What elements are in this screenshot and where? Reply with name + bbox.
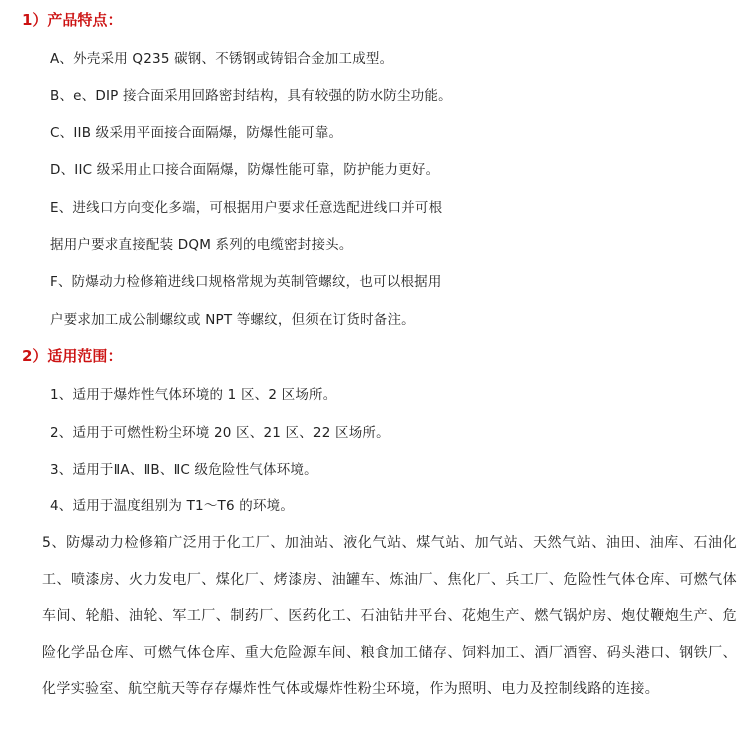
feature-line-f-cont: 户要求加工成公制螺纹或 NPT 等螺纹，但须在订货时备注。 [50,312,415,328]
feature-line-d: D、IIC 级采用止口接合面隔爆，防爆性能可靠，防护能力更好。 [50,162,440,178]
feature-line-b: B、e、DIP 接合面采用回路密封结构，具有较强的防水防尘功能。 [50,88,452,104]
feature-line-f: F、防爆动力检修箱进线口规格常规为英制管螺纹，也可以根据用 [50,274,442,290]
scope-paragraph-5: 5、防爆动力检修箱广泛用于化工厂、加油站、液化气站、煤气站、加气站、天然气站、油田、油库、石油化工、喷漆房、火力发电厂、煤化厂、烤漆房、油罐车、炼油厂、焦化厂、兵工厂、危险性气体仓库、可燃气体车间、轮船、油轮、军工厂、制药厂、医药化工、石油钻井平台、花炮生产、燃气锅炉房、炮仗鞭炮生产、危险化学品仓库、可燃气体仓库、重大危险源车间、粮食加工储存、饲料加工、酒厂酒窖、码头港口、钢铁厂、化学实验室、航空航天等存存爆炸性气体或爆炸性粉尘环境，作为照明、电力及控制线路的连接。 [42,535,737,698]
scope-line-3: 3、适用于ⅡA、ⅡB、ⅡC 级危险性气体环境。 [50,462,318,478]
feature-line-a: A、外壳采用 Q235 碳钢、不锈钢或铸铝合金加工成型。 [50,51,394,67]
feature-line-e-cont: 据用户要求直接配装 DQM 系列的电缆密封接头。 [50,237,353,253]
feature-line-c: C、IIB 级采用平面接合面隔爆，防爆性能可靠。 [50,125,343,141]
section-heading-features: 1）产品特点： [22,11,123,29]
scope-line-2: 2、适用于可燃性粉尘环境 20 区、21 区、22 区场所。 [50,425,390,441]
scope-line-1: 1、适用于爆炸性气体环境的 1 区、2 区场所。 [50,387,337,403]
scope-line-4: 4、适用于温度组别为 T1～T6 的环境。 [50,498,295,514]
section-heading-scope: 2）适用范围： [22,347,123,365]
feature-line-e: E、进线口方向变化多端，可根据用户要求任意选配进线口并可根 [50,200,443,216]
